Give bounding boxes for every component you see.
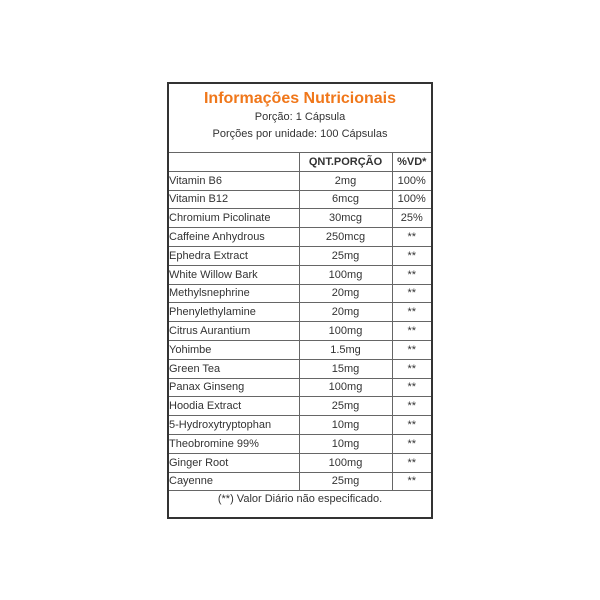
ingredient-name: Methylsnephrine [169, 284, 299, 303]
ingredient-daily-value: 100% [392, 171, 431, 190]
table-row [169, 190, 431, 209]
ingredient-quantity: 10mg [299, 434, 392, 453]
ingredient-quantity: 1.5mg [299, 340, 392, 359]
table-row [169, 416, 431, 435]
ingredient-daily-value: ** [392, 246, 431, 265]
nutrition-title: Informações Nutricionais [203, 90, 397, 107]
table-row [169, 453, 431, 472]
ingredient-daily-value: ** [392, 359, 431, 378]
ingredient-name: Ginger Root [169, 453, 299, 472]
ingredient-name: Theobromine 99% [169, 434, 299, 453]
table-row [169, 228, 431, 247]
ingredient-quantity: 15mg [299, 359, 392, 378]
ingredient-name: Yohimbe [169, 340, 299, 359]
ingredient-quantity: 25mg [299, 472, 392, 491]
ingredient-quantity: 25mg [299, 246, 392, 265]
ingredient-quantity: 10mg [299, 416, 392, 435]
servings-per-unit: Porções por unidade: 100 Cápsulas [212, 128, 388, 140]
footnote: (**) Valor Diário não especificado. [217, 493, 383, 506]
table-row [169, 378, 431, 397]
table-row [169, 340, 431, 359]
column-header-daily-value: %VD* [392, 153, 431, 172]
ingredient-daily-value: ** [392, 453, 431, 472]
ingredient-daily-value: 25% [392, 209, 431, 228]
nutrition-facts-panel [167, 82, 433, 519]
ingredient-daily-value: ** [392, 340, 431, 359]
nutrition-table-body [169, 171, 431, 491]
ingredient-name: Chromium Picolinate [169, 209, 299, 228]
ingredient-daily-value: ** [392, 265, 431, 284]
ingredient-quantity: 6mcg [299, 190, 392, 209]
column-header-ingredient [169, 153, 299, 172]
ingredient-name: Citrus Aurantium [169, 322, 299, 341]
ingredient-name: Caffeine Anhydrous [169, 228, 299, 247]
table-header-row [169, 153, 431, 172]
ingredient-quantity: 100mg [299, 265, 392, 284]
ingredient-daily-value: ** [392, 378, 431, 397]
ingredient-name: Cayenne [169, 472, 299, 491]
ingredient-quantity: 20mg [299, 284, 392, 303]
table-row [169, 246, 431, 265]
nutrition-table [169, 152, 431, 491]
nutrition-header [169, 84, 431, 152]
table-row [169, 303, 431, 322]
serving-size: Porção: 1 Cápsula [254, 111, 346, 123]
table-row [169, 265, 431, 284]
ingredient-name: Vitamin B6 [169, 171, 299, 190]
ingredient-quantity: 250mcg [299, 228, 392, 247]
ingredient-name: Vitamin B12 [169, 190, 299, 209]
ingredient-daily-value: ** [392, 228, 431, 247]
ingredient-daily-value: ** [392, 416, 431, 435]
ingredient-daily-value: ** [392, 434, 431, 453]
ingredient-daily-value: 100% [392, 190, 431, 209]
ingredient-quantity: 2mg [299, 171, 392, 190]
table-row [169, 209, 431, 228]
column-header-quantity: QNT.PORÇÃO [299, 153, 392, 172]
ingredient-name: 5-Hydroxytryptophan [169, 416, 299, 435]
ingredient-quantity: 20mg [299, 303, 392, 322]
ingredient-name: Panax Ginseng [169, 378, 299, 397]
ingredient-name: White Willow Bark [169, 265, 299, 284]
ingredient-quantity: 100mg [299, 453, 392, 472]
ingredient-quantity: 100mg [299, 322, 392, 341]
table-row [169, 434, 431, 453]
ingredient-name: Ephedra Extract [169, 246, 299, 265]
ingredient-quantity: 30mcg [299, 209, 392, 228]
table-row [169, 472, 431, 491]
table-row [169, 322, 431, 341]
ingredient-name: Hoodia Extract [169, 397, 299, 416]
ingredient-quantity: 25mg [299, 397, 392, 416]
ingredient-daily-value: ** [392, 303, 431, 322]
ingredient-daily-value: ** [392, 397, 431, 416]
ingredient-daily-value: ** [392, 284, 431, 303]
ingredient-quantity: 100mg [299, 378, 392, 397]
table-row [169, 171, 431, 190]
table-row [169, 359, 431, 378]
ingredient-name: Phenylethylamine [169, 303, 299, 322]
table-row [169, 284, 431, 303]
table-row [169, 397, 431, 416]
ingredient-daily-value: ** [392, 472, 431, 491]
ingredient-name: Green Tea [169, 359, 299, 378]
ingredient-daily-value: ** [392, 322, 431, 341]
